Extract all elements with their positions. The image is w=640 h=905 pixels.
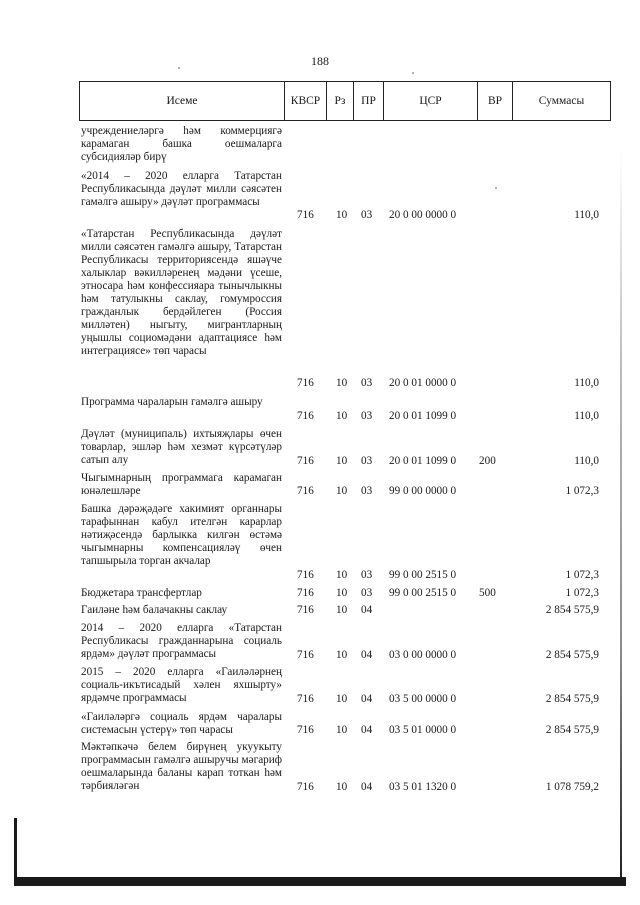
table-row xyxy=(79,125,611,164)
table-row: Гаиләне һәм балачакны саклау 716 10 04 2 854 575,9 xyxy=(81,604,599,616)
row-sum: 1 072,3 xyxy=(565,569,599,581)
table-row: Башка дәрәҗәдәге хакимият органнары тарафыннан кабул ителгән карарлар нәтиҗәсендә барлыкка килгән өстәмә чыгымнарны компенсацияләү өчен тапшырыла торган акчалар 716 10 03 99 0 00 2515 0 1 072,3 xyxy=(81,503,599,581)
row-name: Башка дәрәҗәдәге хакимият органнары тарафыннан кабул ителгән карарлар нәтиҗәсендә барлыкка килгән өстәмә чыгымнарны компенсацияләү өчен тапшырыла торган акчалар xyxy=(81,503,282,567)
row-csr: 20 0 00 0000 0 xyxy=(389,209,457,221)
row-sum: 1 078 759,2 xyxy=(545,781,599,793)
scan-speck xyxy=(495,187,497,189)
row-name: Бюджетара трансфертлар xyxy=(81,587,202,599)
table-row: 2014 – 2020 елларга «Татарстан Республикасы гражданнарына социаль ярдәм» дәүләт программасы 716 10 04 03 0 00 0000 0 2 854 575,9 xyxy=(81,622,599,661)
table-row: Мәктәпкәчә белем бирүнең укуукыту программасын гамәлгә ашыручы мәгариф оешмаларында баланы карап тоткан һәм тәрбияләгән 716 10 04 03 5 01 1320 0 1 078 759,2 xyxy=(81,741,599,793)
row-rz: 10 xyxy=(336,569,348,581)
row-csr: 03 5 01 0000 0 xyxy=(389,724,457,736)
row-pr: 03 xyxy=(361,209,373,221)
row-name: Гаиләне һәм балачакны саклау xyxy=(81,604,228,616)
row-rz: 10 xyxy=(336,604,348,616)
row-pr: 03 xyxy=(361,410,373,422)
row-name: 2015 – 2020 елларга «Гаиләләрнең социаль-икътисадый хәлен яхшырту» ярдәмче программасы xyxy=(81,666,282,704)
row-csr: 20 0 01 0000 0 xyxy=(389,377,457,389)
row-name: «Татарстан Республикасында дәүләт милли сәясәтен гамәлгә ашыру, Татарстан Республикасы территориясендә яшәүче халыклар вәкилләренең мәдәни үсеше, этносара һәм конфессияара тынычлыкны һәм татулыкны саклау, гомумроссия гражданлык бердәйлеген (Россия милләтен) ныгыту, мигрантларның уңышлы социомәдәни адаптациясе һәм интеграциясе» төп чарасы xyxy=(81,228,282,357)
row-sum: 2 854 575,9 xyxy=(545,649,599,661)
row-csr: 03 5 01 1320 0 xyxy=(389,781,457,793)
row-rz: 10 xyxy=(336,693,348,705)
row-pr: 03 xyxy=(361,377,373,389)
column-header-name: Исеме xyxy=(80,82,285,120)
row-vr: 500 xyxy=(479,587,496,599)
row-rz: 10 xyxy=(336,781,348,793)
column-header-kvsr: КВСР xyxy=(285,82,327,120)
row-csr: 99 0 00 0000 0 xyxy=(389,485,457,497)
row-rz: 10 xyxy=(336,455,348,467)
row-vr: 200 xyxy=(479,455,496,467)
row-rz: 10 xyxy=(336,410,348,422)
row-csr: 99 0 00 2515 0 xyxy=(389,569,457,581)
column-header-vr: ВР xyxy=(478,82,513,120)
scan-bottom-edge xyxy=(14,877,626,886)
row-sum: 1 072,3 xyxy=(565,587,599,599)
row-rz: 10 xyxy=(336,209,348,221)
table-row: «Гаиләләргә социаль ярдәм чаралары системасын үстерү» төп чарасы 716 10 04 03 5 01 0000 0 2 854 575,9 xyxy=(81,711,599,736)
column-header-csr: ЦСР xyxy=(384,82,478,120)
row-csr: 20 0 01 1099 0 xyxy=(389,455,457,467)
row-csr: 03 5 00 0000 0 xyxy=(389,693,457,705)
row-sum: 2 854 575,9 xyxy=(545,724,599,736)
row-csr: 03 0 00 0000 0 xyxy=(389,649,457,661)
row-rz: 10 xyxy=(336,724,348,736)
scan-left-edge xyxy=(14,818,17,878)
row-rz: 10 xyxy=(336,649,348,661)
row-csr: 20 0 01 1099 0 xyxy=(389,410,457,422)
row-name: Мәктәпкәчә белем бирүнең укуукыту программасын гамәлгә ашыручы мәгариф оешмаларында баланы карап тоткан һәм тәрбияләгән xyxy=(81,741,282,792)
scan-speck xyxy=(412,72,414,74)
row-pr: 04 xyxy=(361,724,373,736)
row-rz: 10 xyxy=(336,485,348,497)
row-name: «2014 – 2020 елларга Татарстан Республикасында дәүләт милли сәясәтен гамәлгә ашыру» дәүләт программасы xyxy=(81,170,282,208)
table-row: «2014 – 2020 елларга Татарстан Республикасында дәүләт милли сәясәтен гамәлгә ашыру» дәүләт программасы 716 10 03 20 0 00 0000 0 110,0 xyxy=(81,170,599,221)
page-number: 188 xyxy=(311,54,329,68)
table-row: Дәүләт (муниципаль) ихтыяҗлары өчен товарлар, эшләр һәм хезмәт күрсәтүләр сатып алу 716 10 03 20 0 01 1099 0 200 110,0 xyxy=(81,428,599,467)
row-pr: 03 xyxy=(361,587,373,599)
row-name: 2014 – 2020 елларга «Татарстан Республикасы гражданнарына социаль ярдәм» дәүләт программасы xyxy=(81,622,282,660)
row-sum: 110,0 xyxy=(574,410,599,422)
row-name: Программа чараларын гамәлгә ашыру xyxy=(81,396,263,408)
row-csr: 99 0 00 2515 0 xyxy=(389,587,457,599)
scan-right-edge xyxy=(620,150,622,880)
row-sum: 2 854 575,9 xyxy=(545,693,599,705)
row-sum: 110,0 xyxy=(574,455,599,467)
row-rz: 10 xyxy=(336,377,348,389)
table-row: 2015 – 2020 елларга «Гаиләләрнең социаль-икътисадый хәлен яхшырту» ярдәмче программасы 716 10 04 03 5 00 0000 0 2 854 575,9 xyxy=(81,666,599,705)
row-pr: 03 xyxy=(361,455,373,467)
column-header-sum: Суммасы xyxy=(538,95,585,107)
table-row: Чыгымнарның программага карамаган юнәлешләре 716 10 03 99 0 00 0000 0 1 072,3 xyxy=(81,472,599,497)
row-pr: 04 xyxy=(361,649,373,661)
row-sum: 2 854 575,9 xyxy=(545,604,599,616)
scan-speck xyxy=(178,67,180,69)
table-header xyxy=(79,81,611,121)
row-name: учреждениеләргә һәм коммерциягә карамаган башка оешмаларга субсидияләр бирү xyxy=(81,125,282,163)
column-header-rz: Рз xyxy=(327,82,354,120)
row-pr: 04 xyxy=(361,693,373,705)
column-header-pr: ПР xyxy=(354,82,384,120)
row-sum: 110,0 xyxy=(574,377,599,389)
row-name: Чыгымнарның программага карамаган юнәлешләре xyxy=(81,472,282,497)
table-row: Программа чараларын гамәлгә ашыру 716 10 03 20 0 01 1099 0 110,0 xyxy=(81,396,599,422)
row-name: «Гаиләләргә социаль ярдәм чаралары системасын үстерү» төп чарасы xyxy=(81,711,282,736)
row-pr: 04 xyxy=(361,604,373,616)
row-rz: 10 xyxy=(336,587,348,599)
table-row: Бюджетара трансфертлар 716 10 03 99 0 00 2515 0 500 1 072,3 xyxy=(81,587,599,599)
row-pr: 03 xyxy=(361,569,373,581)
table-row: «Татарстан Республикасында дәүләт милли сәясәтен гамәлгә ашыру, Татарстан Республикасы территориясендә яшәүче халыклар вәкилләренең мәдәни үсеше, этносара һәм конфессияара тынычлыкны һәм татулыкны саклау, гомумроссия гражданлык бердәйлеген (Россия милләтен) ныгыту, мигрантларның уңышлы социомәдәни адаптациясе һәм интеграциясе» төп чарасы 716 10 03 20 0 01 0000 0 110,0 xyxy=(81,228,599,389)
row-pr: 04 xyxy=(361,781,373,793)
row-sum: 1 072,3 xyxy=(565,485,599,497)
row-name: Дәүләт (муниципаль) ихтыяҗлары өчен товарлар, эшләр һәм хезмәт күрсәтүләр сатып алу xyxy=(81,428,282,466)
row-pr: 03 xyxy=(361,485,373,497)
row-sum: 110,0 xyxy=(574,209,599,221)
